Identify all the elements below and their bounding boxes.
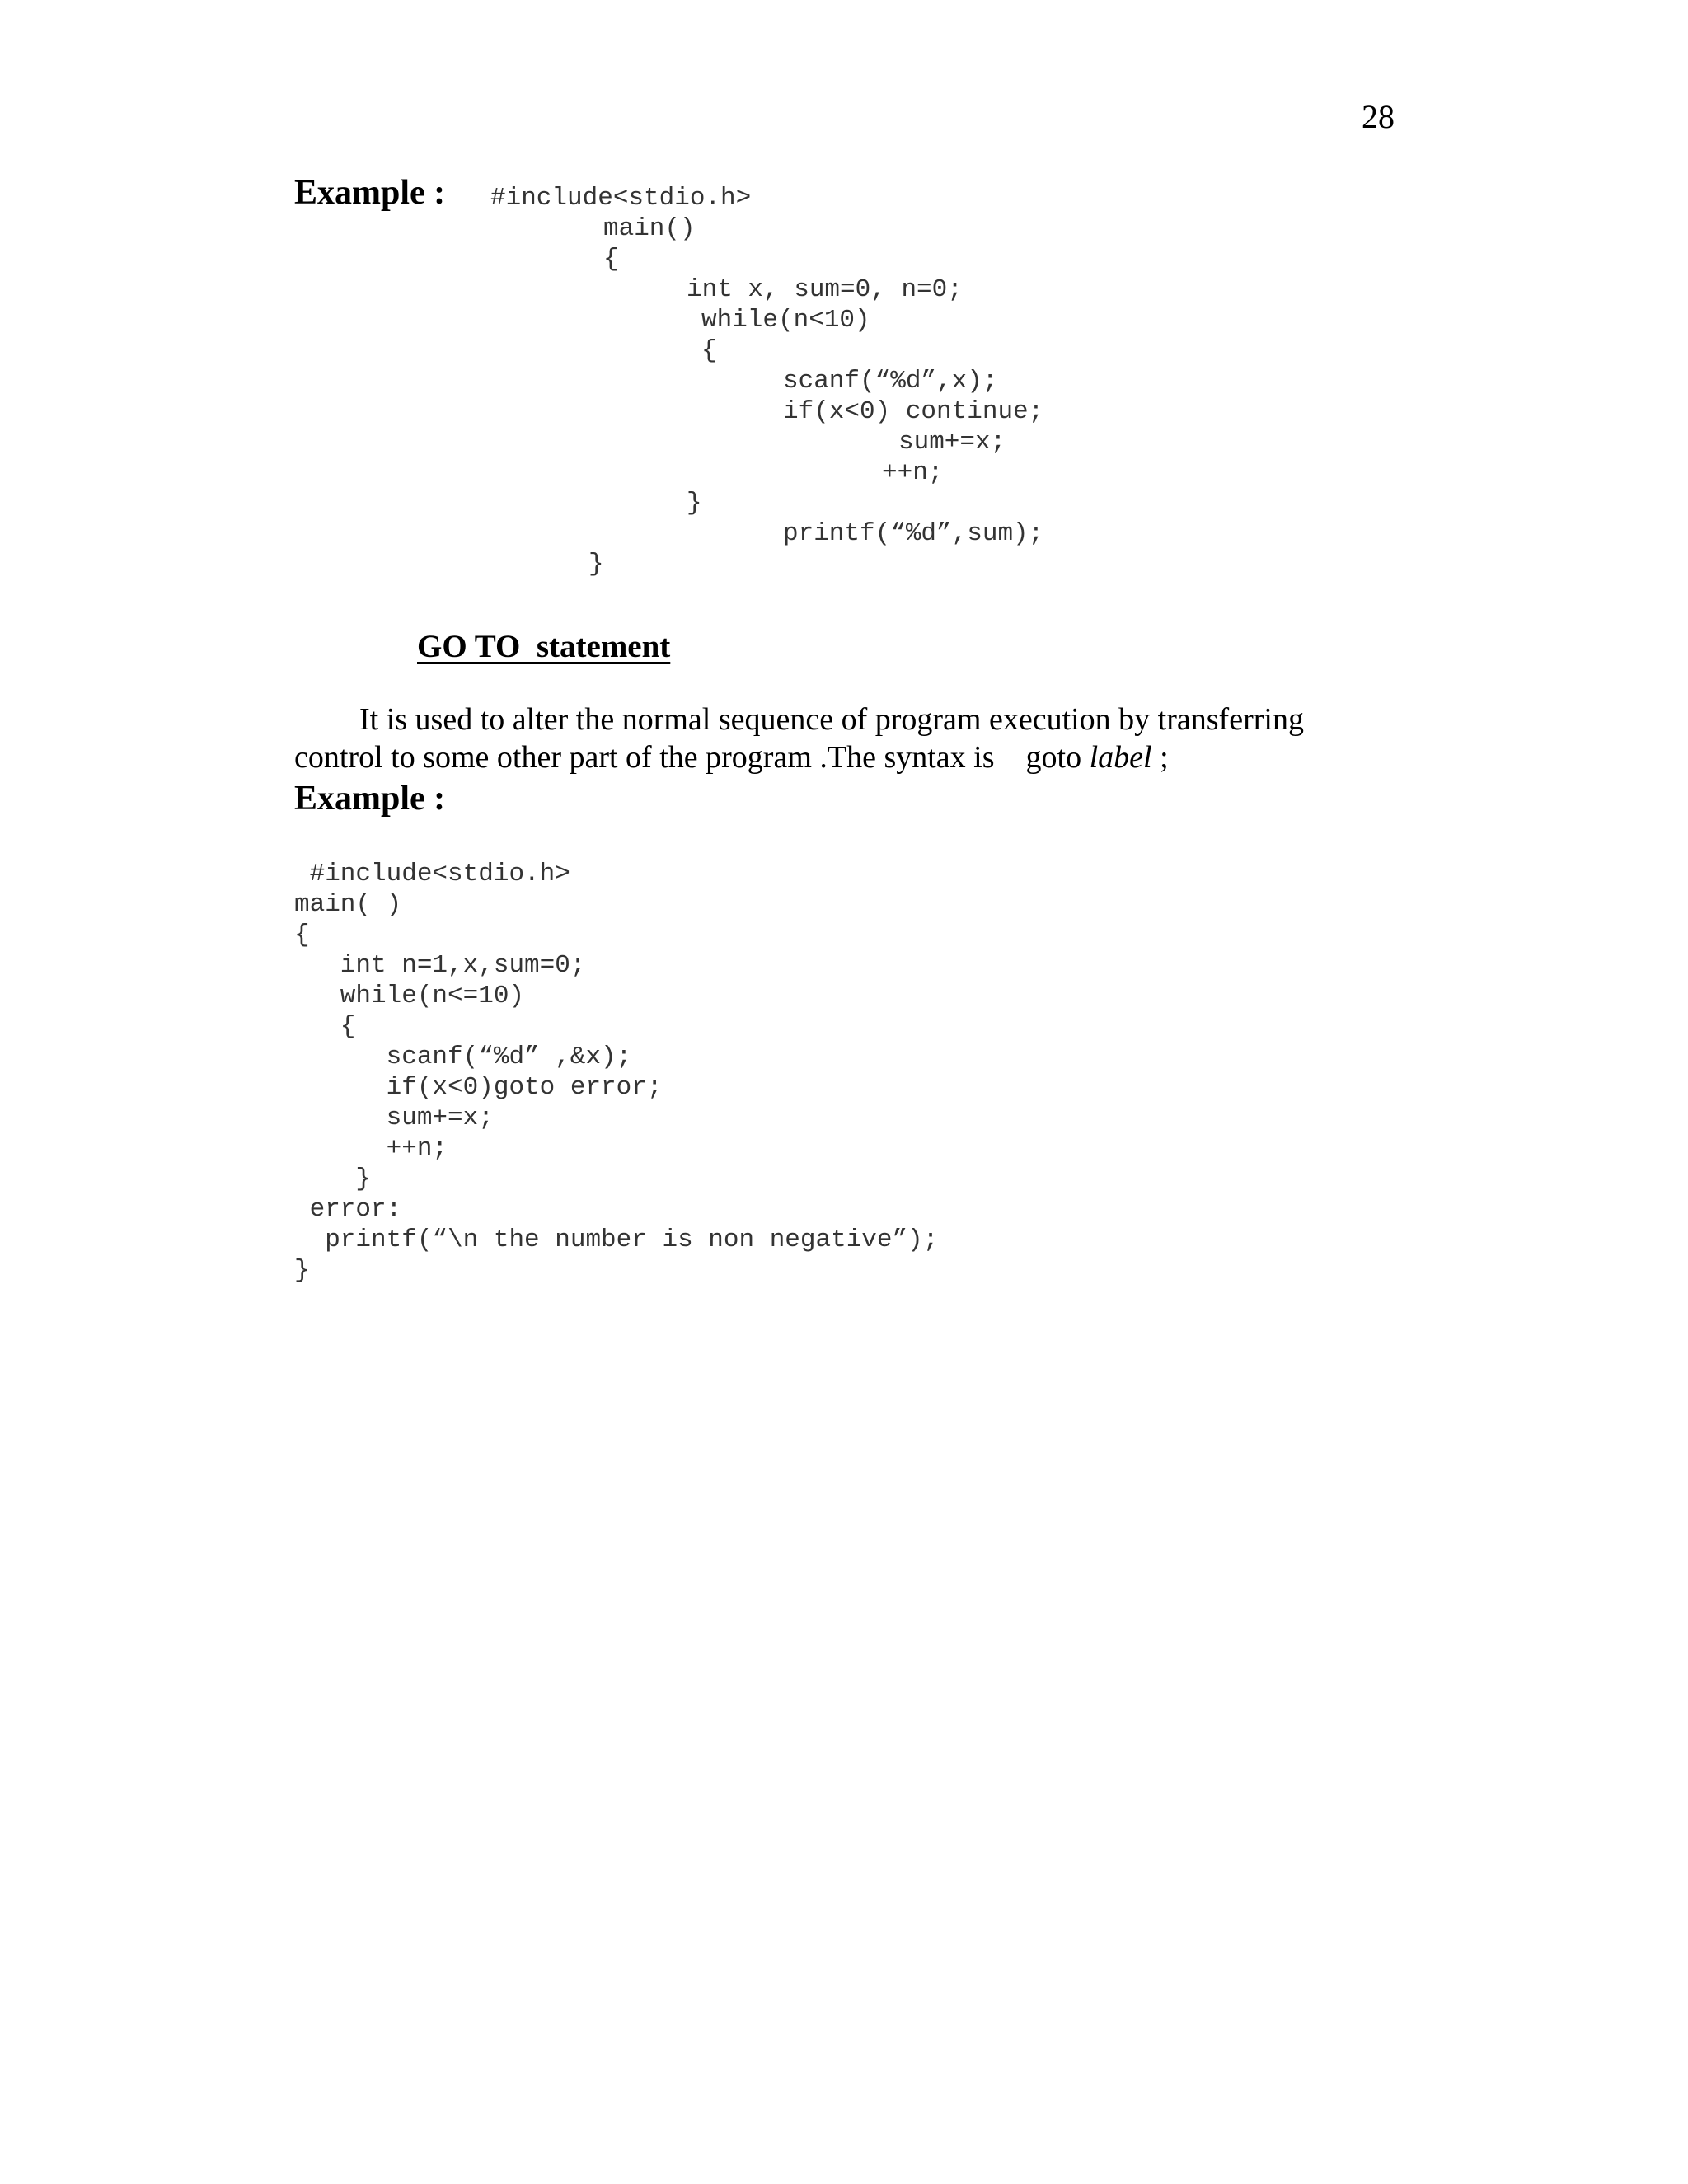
paragraph-line: It is used to alter the normal sequence of program execution by transferring <box>359 702 1304 737</box>
code-line: scanf(“%d”,x); <box>783 367 998 396</box>
code-line: sum+=x; <box>898 428 1006 457</box>
code-line: if(x<0) continue; <box>783 397 1044 426</box>
section-heading-goto: GO TO statement <box>417 629 671 664</box>
code-line: while(n<=10) <box>294 982 525 1010</box>
code-line: ++n; <box>294 1134 448 1163</box>
example-label: Example : <box>294 174 446 212</box>
code-line: } <box>588 550 604 579</box>
paragraph-line <box>294 738 1399 776</box>
code-line: main() <box>603 214 696 243</box>
code-line: if(x<0)goto error; <box>294 1073 663 1102</box>
code-line: #include<stdio.h> <box>294 860 570 888</box>
page-number: 28 <box>1362 98 1395 135</box>
code-line: #include<stdio.h> <box>490 184 752 213</box>
code-line: { <box>603 245 619 274</box>
code-line: while(n<10) <box>701 306 870 335</box>
code-line: printf(“%d”,sum); <box>783 519 1044 548</box>
code-line: ++n; <box>882 458 944 487</box>
code-line: error: <box>294 1195 402 1224</box>
code-line: int n=1,x,sum=0; <box>294 951 586 980</box>
syntax-prefix: control to some other part of the program .The syntax is goto <box>294 740 1090 775</box>
goto-description-paragraph <box>294 701 1399 776</box>
code-line: } <box>294 1256 310 1285</box>
syntax-label-italic: label <box>1089 740 1152 775</box>
code-line: { <box>701 336 717 365</box>
code-line: int x, sum=0, n=0; <box>687 275 963 304</box>
code-line: } <box>687 489 702 518</box>
code-line: main( ) <box>294 890 402 919</box>
code-line: printf(“\n the number is non negative”); <box>294 1226 939 1254</box>
syntax-suffix: ; <box>1151 740 1169 775</box>
example-label: Example : <box>294 780 446 818</box>
code-line: sum+=x; <box>294 1104 494 1132</box>
code-line: } <box>294 1165 372 1193</box>
code-line: scanf(“%d” ,&x); <box>294 1043 632 1071</box>
code-line: { <box>294 1012 356 1041</box>
code-line: { <box>294 921 310 949</box>
